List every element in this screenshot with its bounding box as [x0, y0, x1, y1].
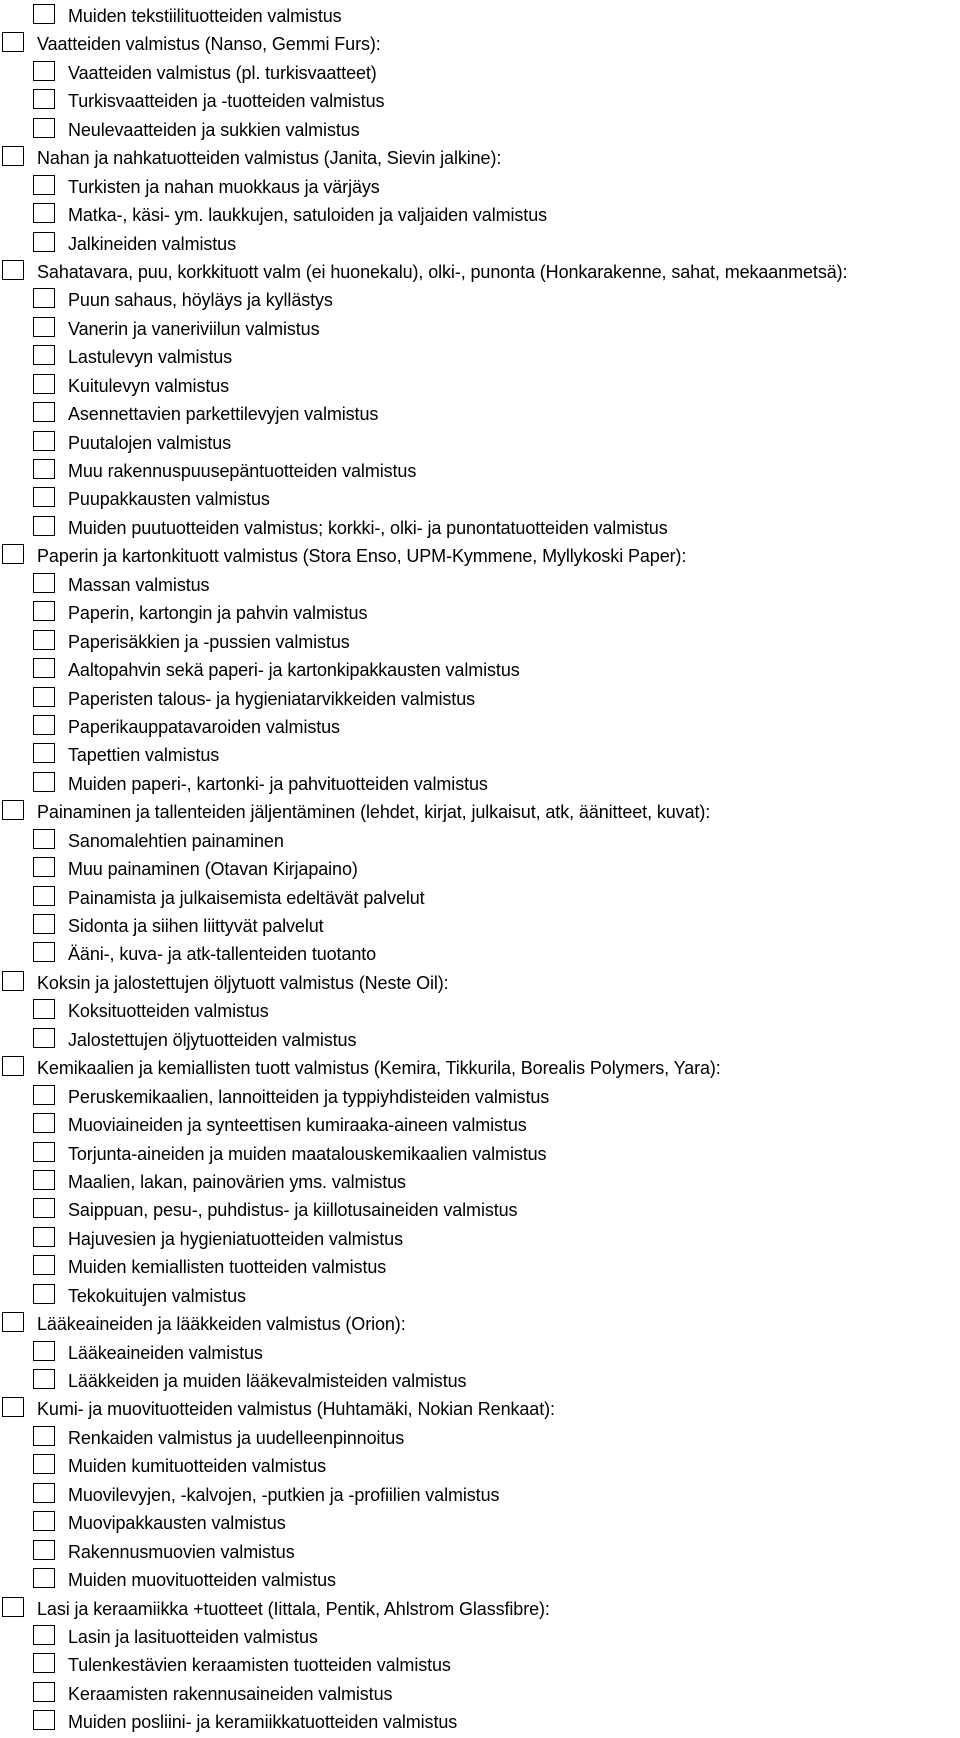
subcategory-label: Lasin ja lasituotteiden valmistus	[68, 1626, 318, 1647]
subcategory-label: Turkisten ja nahan muokkaus ja värjäys	[68, 176, 380, 197]
checkbox[interactable]	[33, 715, 55, 735]
subcategory-label: Jalostettujen öljytuotteiden valmistus	[68, 1029, 357, 1050]
subcategory-label: Matka-, käsi- ym. laukkujen, satuloiden ja valjaiden valmistus	[68, 205, 548, 226]
subcategory-row	[0, 1681, 960, 1709]
subcategory-label: Maalien, lakan, painovärien yms. valmistus	[68, 1171, 406, 1192]
subcategory-row	[0, 998, 960, 1026]
category-label: Kumi- ja muovituotteiden valmistus (Huhtamäki, Nokian Renkaat):	[37, 1399, 555, 1420]
subcategory-label: Puun sahaus, höyläys ja kyllästys	[68, 290, 333, 311]
subcategory-label: Tekokuitujen valmistus	[68, 1285, 246, 1306]
subcategory-row	[0, 1141, 960, 1169]
subcategory-row	[0, 714, 960, 742]
subcategory-row	[0, 1510, 960, 1538]
subcategory-row	[0, 373, 960, 401]
checkbox[interactable]	[33, 1284, 55, 1304]
subcategory-label: Vanerin ja vaneriviilun valmistus	[68, 318, 320, 339]
subcategory-row	[0, 629, 960, 657]
subcategory-label: Kuitulevyn valmistus	[68, 375, 230, 396]
subcategory-label: Puutalojen valmistus	[68, 432, 232, 453]
subcategory-label: Puupakkausten valmistus	[68, 489, 270, 510]
checkbox[interactable]	[33, 1682, 55, 1702]
checkbox[interactable]	[33, 743, 55, 763]
subcategory-label: Lastulevyn valmistus	[68, 347, 233, 368]
subcategory-label: Massan valmistus	[68, 574, 210, 595]
checkbox[interactable]	[33, 232, 55, 252]
subcategory-row	[0, 1453, 960, 1481]
checkbox[interactable]	[33, 857, 55, 877]
subcategory-label: Hajuvesien ja hygieniatuotteiden valmistus	[68, 1228, 403, 1249]
checkbox[interactable]	[33, 61, 55, 81]
subcategory-row	[0, 600, 960, 628]
subcategory-label: Sidonta ja siihen liittyvät palvelut	[68, 916, 324, 936]
checkbox[interactable]	[33, 1710, 55, 1730]
subcategory-row	[0, 913, 960, 941]
subcategory-label: Tulenkestävien keraamisten tuotteiden valmistus	[68, 1655, 451, 1676]
category-label: Lääkeaineiden ja lääkkeiden valmistus (Orion):	[37, 1314, 406, 1335]
subcategory-label: Painamista ja julkaisemista edeltävät palvelut	[68, 887, 425, 908]
subcategory-label: Aaltopahvin sekä paperi- ja kartonkipakkausten valmistus	[68, 660, 520, 681]
category-label: Vaatteiden valmistus (Nanso, Gemmi Furs):	[37, 34, 381, 55]
checkbox[interactable]	[33, 1483, 55, 1503]
subcategory-row	[0, 856, 960, 884]
checkbox[interactable]	[33, 1170, 55, 1190]
subcategory-row	[0, 1709, 960, 1737]
category-label: Kemikaalien ja kemiallisten tuott valmistus (Kemira, Tikkurila, Borealis Polymers, Yara):	[37, 1058, 721, 1079]
checkbox[interactable]	[2, 1312, 24, 1332]
checkbox[interactable]	[33, 317, 55, 337]
checkbox[interactable]	[33, 999, 55, 1019]
subcategory-label: Lääkkeiden ja muiden lääkevalmisteiden valmistus	[68, 1371, 467, 1391]
subcategory-label: Muiden posliini- ja keramiikkatuotteiden valmistus	[68, 1712, 458, 1733]
checkbox[interactable]	[2, 971, 24, 991]
subcategory-row	[0, 1425, 960, 1453]
subcategory-row	[0, 401, 960, 429]
subcategory-row	[0, 430, 960, 458]
category-label: Painaminen ja tallenteiden jäljentäminen (lehdet, kirjat, julkaisut, atk, äänitteet, kuvat):	[37, 802, 711, 823]
subcategory-row	[0, 231, 960, 259]
category-label: Lasi ja keraamiikka +tuotteet (Iittala, Pentik, Ahlstrom Glassfibre):	[37, 1598, 550, 1619]
category-row	[0, 1596, 960, 1624]
checkbox[interactable]	[33, 1198, 55, 1218]
subcategory-label: Muu rakennuspuusepäntuotteiden valmistus	[68, 461, 417, 481]
checkbox[interactable]	[33, 1454, 55, 1474]
checkbox[interactable]	[33, 203, 55, 223]
subcategory-row	[0, 742, 960, 770]
checkbox[interactable]	[33, 1369, 55, 1389]
subcategory-label: Paperisten talous- ja hygieniatarvikkeiden valmistus	[68, 688, 476, 709]
checkbox[interactable]	[2, 260, 24, 280]
checkbox[interactable]	[33, 1625, 55, 1645]
subcategory-label: Neulevaatteiden ja sukkien valmistus	[68, 119, 360, 140]
category-row	[0, 1396, 960, 1424]
checkbox[interactable]	[33, 288, 55, 308]
subcategory-row	[0, 3, 960, 31]
subcategory-row	[0, 1283, 960, 1311]
category-row	[0, 1055, 960, 1083]
checkbox[interactable]	[33, 573, 55, 593]
checkbox[interactable]	[33, 431, 55, 451]
checkbox[interactable]	[2, 1397, 24, 1417]
subcategory-label: Sanomalehtien painaminen	[68, 830, 284, 851]
subcategory-row	[0, 686, 960, 714]
category-row	[0, 970, 960, 998]
subcategory-row	[0, 828, 960, 856]
subcategory-row	[0, 941, 960, 969]
checkbox[interactable]	[2, 146, 24, 166]
subcategory-label: Jalkineiden valmistus	[68, 233, 236, 254]
subcategory-label: Muoviaineiden ja synteettisen kumiraaka-aineen valmistus	[68, 1115, 527, 1136]
checkbox[interactable]	[33, 1028, 55, 1048]
subcategory-row	[0, 88, 960, 116]
checkbox[interactable]	[33, 1227, 55, 1247]
subcategory-label: Koksituotteiden valmistus	[68, 1001, 269, 1022]
subcategory-row	[0, 344, 960, 372]
subcategory-label: Paperin, kartongin ja pahvin valmistus	[68, 603, 368, 624]
checkbox[interactable]	[33, 1426, 55, 1446]
subcategory-label: Muu painaminen (Otavan Kirjapaino)	[68, 859, 358, 880]
subcategory-label: Tapettien valmistus	[68, 745, 220, 766]
checkbox[interactable]	[33, 118, 55, 138]
checkbox[interactable]	[33, 487, 55, 507]
checkbox[interactable]	[33, 1113, 55, 1133]
checkbox[interactable]	[33, 1341, 55, 1361]
category-row	[0, 1311, 960, 1339]
subcategory-row	[0, 60, 960, 88]
subcategory-label: Renkaiden valmistus ja uudelleenpinnoitus	[68, 1427, 405, 1448]
subcategory-label: Rakennusmuovien valmistus	[68, 1541, 295, 1562]
subcategory-row	[0, 458, 960, 486]
checkbox[interactable]	[33, 1568, 55, 1588]
subcategory-row	[0, 287, 960, 315]
checkbox[interactable]	[33, 1255, 55, 1275]
subcategory-label: Paperikauppatavaroiden valmistus	[68, 716, 340, 737]
checkbox[interactable]	[33, 1142, 55, 1162]
subcategory-label: Peruskemikaalien, lannoitteiden ja typpiyhdisteiden valmistus	[68, 1086, 550, 1107]
checkbox[interactable]	[33, 886, 55, 906]
category-label: Paperin ja kartonkituott valmistus (Stora Enso, UPM-Kymmene, Myllykoski Paper):	[37, 546, 687, 567]
subcategory-label: Saippuan, pesu-, puhdistus- ja kiillotusaineiden valmistus	[68, 1200, 518, 1221]
subcategory-row	[0, 1340, 960, 1368]
checkbox[interactable]	[33, 89, 55, 109]
subcategory-row	[0, 885, 960, 913]
category-row	[0, 259, 960, 287]
checkbox[interactable]	[33, 1511, 55, 1531]
subcategory-row	[0, 1084, 960, 1112]
checkbox[interactable]	[2, 544, 24, 564]
checkbox[interactable]	[33, 345, 55, 365]
subcategory-label: Muiden paperi-, kartonki- ja pahvituotteiden valmistus	[68, 773, 488, 794]
subcategory-row	[0, 1169, 960, 1197]
subcategory-row	[0, 1567, 960, 1595]
subcategory-label: Muovipakkausten valmistus	[68, 1513, 286, 1534]
subcategory-row	[0, 202, 960, 230]
checkbox[interactable]	[2, 1597, 24, 1617]
category-label: Sahatavara, puu, korkkituott valm (ei huonekalu), olki-, punonta (Honkarakenne, sahat, mekaanmetsä):	[37, 261, 848, 282]
category-label: Nahan ja nahkatuotteiden valmistus (Janita, Sievin jalkine):	[37, 148, 502, 169]
checkbox[interactable]	[33, 601, 55, 621]
checkbox[interactable]	[2, 32, 24, 52]
subcategory-label: Paperisäkkien ja -pussien valmistus	[68, 631, 350, 652]
subcategory-row	[0, 1112, 960, 1140]
subcategory-label: Muovilevyjen, -kalvojen, -putkien ja -profiilien valmistus	[68, 1484, 500, 1505]
subcategory-row	[0, 316, 960, 344]
subcategory-label: Asennettavien parkettilevyjen valmistus	[68, 404, 379, 425]
checkbox[interactable]	[33, 630, 55, 650]
subcategory-row	[0, 572, 960, 600]
subcategory-row	[0, 486, 960, 514]
checkbox[interactable]	[2, 800, 24, 820]
checkbox[interactable]	[2, 1056, 24, 1076]
checkbox[interactable]	[33, 4, 55, 24]
checkbox[interactable]	[33, 687, 55, 707]
subcategory-row	[0, 1539, 960, 1567]
checkbox[interactable]	[33, 1653, 55, 1673]
checkbox-list	[0, 3, 960, 1738]
subcategory-label: Torjunta-aineiden ja muiden maatalouskemikaalien valmistus	[68, 1143, 547, 1164]
subcategory-row	[0, 1624, 960, 1652]
checkbox[interactable]	[33, 1085, 55, 1105]
category-row	[0, 31, 960, 59]
subcategory-label: Vaatteiden valmistus (pl. turkisvaatteet)	[68, 62, 377, 83]
subcategory-label: Muiden kemiallisten tuotteiden valmistus	[68, 1257, 387, 1278]
subcategory-label: Muiden tekstiilituotteiden valmistus	[68, 6, 342, 26]
subcategory-row	[0, 657, 960, 685]
checkbox[interactable]	[33, 402, 55, 422]
subcategory-row	[0, 515, 960, 543]
subcategory-label: Lääkeaineiden valmistus	[68, 1342, 263, 1363]
subcategory-row	[0, 1368, 960, 1396]
subcategory-label: Turkisvaatteiden ja -tuotteiden valmistus	[68, 91, 385, 112]
checkbox[interactable]	[33, 459, 55, 479]
subcategory-label: Muiden muovituotteiden valmistus	[68, 1570, 336, 1591]
subcategory-label: Keraamisten rakennusaineiden valmistus	[68, 1683, 393, 1704]
subcategory-row	[0, 1482, 960, 1510]
subcategory-row	[0, 771, 960, 799]
subcategory-label: Muiden puutuotteiden valmistus; korkki-, olki- ja punontatuotteiden valmistus	[68, 517, 668, 538]
category-label: Koksin ja jalostettujen öljytuott valmistus (Neste Oil):	[37, 972, 449, 993]
checkbox[interactable]	[33, 374, 55, 394]
subcategory-row	[0, 1652, 960, 1680]
subcategory-row	[0, 174, 960, 202]
checkbox[interactable]	[33, 1540, 55, 1560]
subcategory-label: Muiden kumituotteiden valmistus	[68, 1456, 327, 1477]
checkbox[interactable]	[33, 658, 55, 678]
category-row	[0, 543, 960, 571]
checkbox[interactable]	[33, 175, 55, 195]
subcategory-row	[0, 1254, 960, 1282]
checkbox[interactable]	[33, 829, 55, 849]
category-row	[0, 145, 960, 173]
checkbox[interactable]	[33, 914, 55, 934]
checkbox[interactable]	[33, 942, 55, 962]
subcategory-row	[0, 1226, 960, 1254]
category-row	[0, 799, 960, 827]
subcategory-row	[0, 117, 960, 145]
checkbox[interactable]	[33, 516, 55, 536]
subcategory-row	[0, 1027, 960, 1055]
subcategory-row	[0, 1197, 960, 1225]
checkbox[interactable]	[33, 772, 55, 792]
subcategory-label: Ääni-, kuva- ja atk-tallenteiden tuotanto	[68, 944, 377, 965]
